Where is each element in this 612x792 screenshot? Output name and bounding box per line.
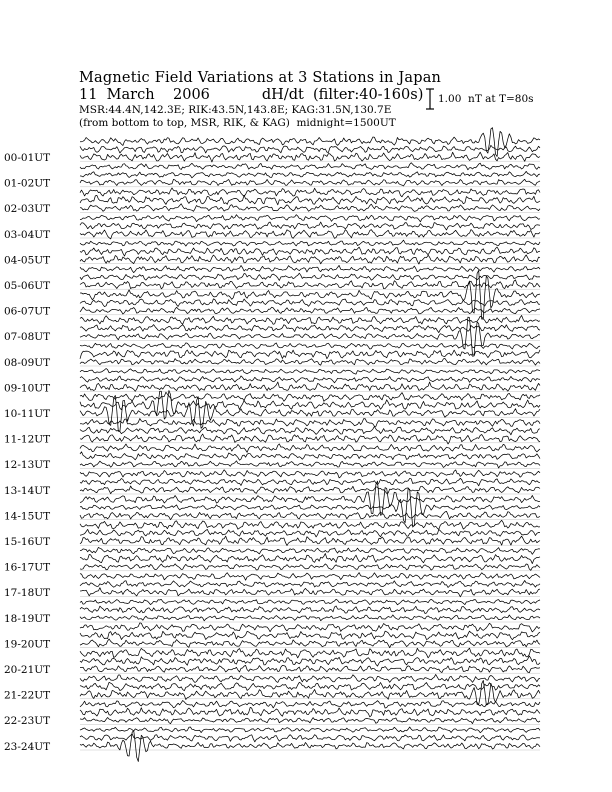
trace-rik — [80, 273, 540, 280]
hour-label: 00-01UT — [4, 152, 51, 164]
trace-rik — [80, 554, 540, 564]
trace-kag — [80, 674, 540, 682]
trace-msr — [80, 359, 540, 366]
trace-rik — [80, 734, 540, 742]
trace-kag — [80, 623, 540, 632]
trace-kag — [80, 470, 540, 478]
trace-rik — [80, 682, 540, 690]
trace-kag — [80, 315, 540, 324]
trace-msr — [80, 382, 540, 391]
hour-label: 05-06UT — [4, 280, 51, 292]
chart-title: Magnetic Field Variations at 3 Stations in Japan — [79, 70, 442, 86]
trace-kag — [80, 520, 540, 529]
trace-kag — [80, 343, 540, 349]
trace-msr — [80, 179, 540, 186]
trace-msr — [80, 588, 540, 597]
trace-rik — [80, 145, 540, 153]
trace-kag — [80, 419, 540, 427]
trace-msr — [80, 152, 540, 162]
hour-label: 03-04UT — [4, 228, 51, 241]
trace-rik — [80, 195, 540, 205]
hour-label: 08-09UT — [4, 356, 51, 369]
trace-kag — [80, 547, 540, 554]
trace-rik — [80, 631, 540, 640]
trace-rik — [80, 452, 540, 460]
trace-msr — [80, 395, 540, 431]
hour-label: 21-22UT — [4, 689, 51, 702]
quantity-text: dH/dt (filter:40-160s) — [261, 87, 424, 103]
trace-msr — [80, 511, 540, 519]
trace-msr — [80, 255, 540, 264]
trace-kag — [80, 188, 540, 197]
trace-kag — [80, 392, 540, 401]
trace-rik — [80, 247, 540, 256]
hour-label: 22-23UT — [4, 715, 51, 728]
trace-kag — [80, 265, 540, 272]
trace-kag — [80, 240, 540, 246]
trace-kag — [80, 701, 540, 709]
hour-label: 17-18UT — [4, 587, 51, 600]
hour-label: 11-12UT — [4, 433, 51, 446]
trace-kag — [80, 128, 540, 157]
hour-label: 20-21UT — [4, 664, 51, 676]
trace-kag — [80, 215, 540, 222]
trace-msr — [80, 718, 540, 724]
trace-msr — [80, 230, 540, 239]
trace-rik — [80, 350, 540, 359]
trace-msr — [80, 434, 540, 444]
trace-rik — [80, 171, 540, 178]
trace-rik — [80, 426, 540, 434]
hour-label: 06-07UT — [4, 305, 51, 318]
trace-kag — [80, 727, 540, 733]
trace-msr — [80, 564, 540, 571]
trace-rik — [80, 478, 540, 486]
trace-rik — [80, 707, 540, 717]
hour-label: 04-05UT — [4, 254, 51, 267]
trace-msr — [80, 665, 540, 672]
scale-label: 1.00 nT at T=80s — [438, 93, 534, 105]
station-order-note: (from bottom to top, MSR, RIK, & KAG) midnight=1500UT — [79, 117, 396, 129]
trace-msr — [80, 307, 540, 314]
hour-label: 02-03UT — [4, 203, 51, 216]
trace-kag — [80, 648, 540, 658]
hour-label: 01-02UT — [4, 177, 51, 190]
hour-label: 12-13UT — [4, 459, 51, 472]
trace-kag — [80, 599, 540, 605]
hour-label: 18-19UT — [4, 612, 51, 625]
hour-label: 19-20UT — [4, 638, 51, 651]
trace-msr — [80, 536, 540, 546]
trace-rik — [80, 376, 540, 383]
trace-rik — [80, 529, 540, 537]
trace-msr — [80, 639, 540, 648]
trace-msr — [80, 204, 540, 212]
hour-label: 23-24UT — [4, 740, 51, 753]
hour-label: 16-17UT — [4, 561, 51, 574]
hour-label: 10-11UT — [4, 408, 51, 420]
trace-msr — [80, 317, 540, 355]
hour-label: 14-15UT — [4, 510, 51, 523]
hour-label: 09-10UT — [4, 382, 51, 395]
trace-rik — [80, 581, 540, 588]
trace-msr — [80, 486, 540, 494]
trace-rik — [80, 656, 540, 666]
hour-label: 07-08UT — [4, 331, 51, 344]
date-text: 11 March 2006 — [79, 87, 210, 103]
trace-rik — [80, 222, 540, 230]
trace-rik — [80, 299, 540, 307]
trace-rik — [80, 606, 540, 614]
trace-msr — [80, 461, 540, 468]
trace-msr — [80, 731, 540, 762]
hour-label: 13-14UT — [4, 484, 51, 497]
trace-kag — [80, 369, 540, 375]
trace-kag — [80, 481, 540, 515]
trace-rik — [80, 489, 540, 528]
trace-msr — [80, 615, 540, 621]
stations-coordinates: MSR:44.4N,142.3E; RIK:43.5N,143.8E; KAG:31.5N,130.7E — [79, 104, 392, 116]
trace-kag — [80, 444, 540, 452]
trace-kag — [80, 573, 540, 581]
hour-label: 15-16UT — [4, 536, 51, 548]
trace-kag — [80, 163, 540, 170]
trace-msr — [80, 280, 540, 289]
